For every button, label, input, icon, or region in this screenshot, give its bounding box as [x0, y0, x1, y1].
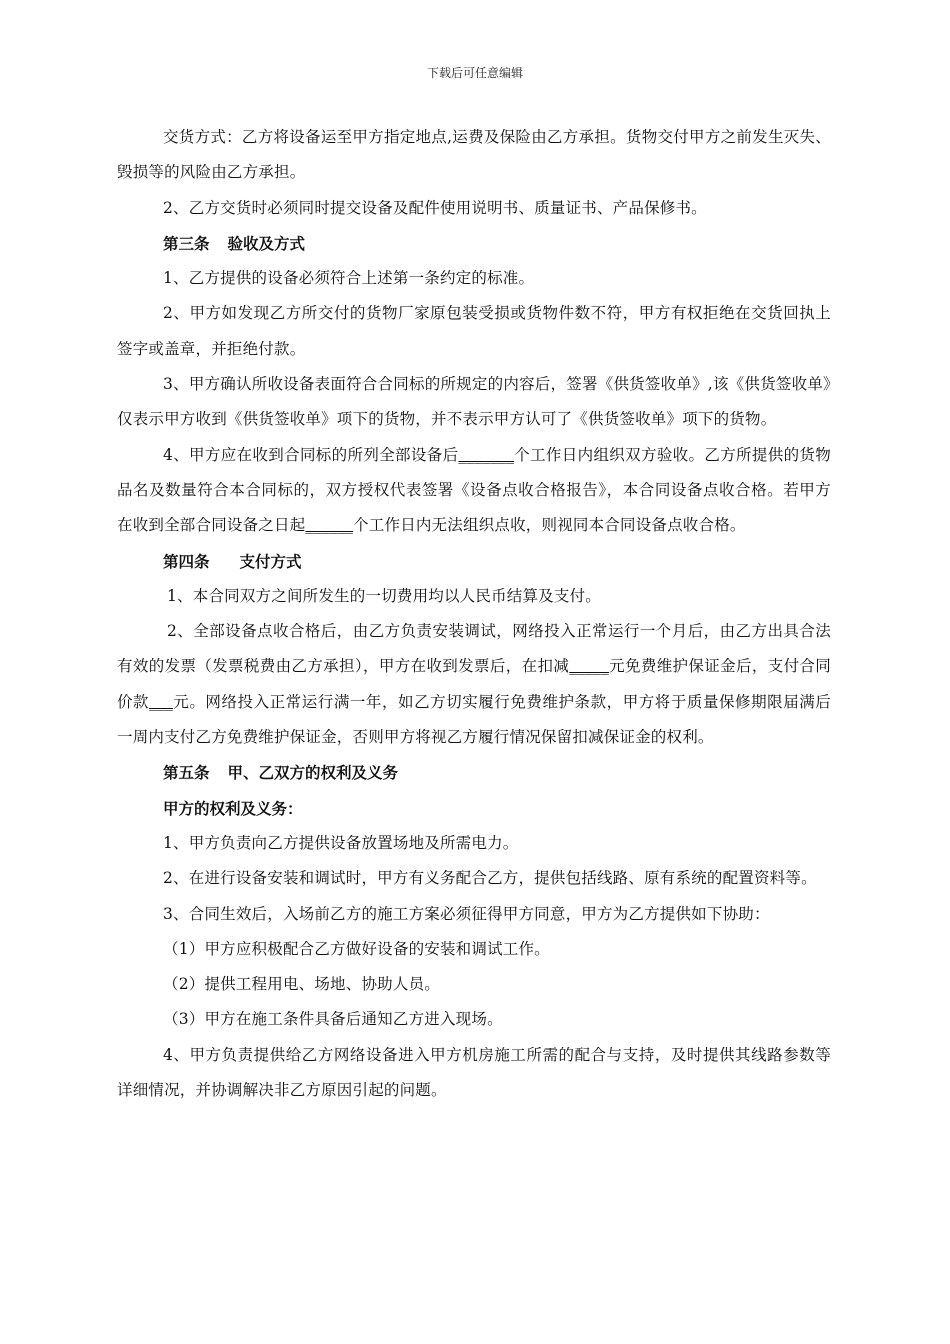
paragraph-party-a-4: 4、甲方负责提供给乙方网络设备进入甲方机房施工所需的配合与支持，及时提供其线路参数等详细情况，并协调解决非乙方原因引起的问题。	[117, 1045, 831, 1100]
paragraph-acceptance-2: 2、甲方如发现乙方所交付的货物厂家原包装受损或货物件数不符，甲方有权拒绝在交货回执上签字或盖章，并拒绝付款。	[117, 304, 831, 358]
acceptance-4-text-b: 个工作日内组织双方验收。乙方所提供的货物品名及数量符合本合同标的，双方授权代表签署《设备点收合格报告》，本合同设备点收合格。若甲方在收到全部合同设备之日起	[117, 445, 831, 535]
article-4-title: 支付方式	[239, 551, 302, 571]
article-5-number: 第五条	[163, 763, 210, 783]
blank-workdays-1: _______	[458, 445, 515, 464]
document-body	[117, 120, 831, 1108]
payment-2-text-c: 元。网络投入正常运行满一年，如乙方切实履行免费维护条款，甲方将于质量保修期限届满后一周内支付乙方免费维护保证金，否则甲方将视乙方履行情况保留扣减保证金的权利。	[117, 692, 832, 747]
paragraph-party-a-3: 3、合同生效后，入场前乙方的施工方案必须征得甲方同意，甲方为乙方提供如下协助：	[163, 904, 770, 923]
paragraph-payment-2	[117, 614, 831, 755]
article-5-title: 甲、乙双方的权利及义务	[227, 763, 399, 783]
paragraph-delivery-docs: 2、乙方交货时必须同时提交设备及配件使用说明书、质量证书、产品保修书。	[163, 198, 707, 217]
article-4-number: 第四条	[163, 551, 210, 571]
heading-party-a-rights: 甲方的权利及义务：	[163, 798, 303, 818]
paragraph-delivery-method: 交货方式：乙方将设备运至甲方指定地点,运费及保险由乙方承担。货物交付甲方之前发生灭失、毁损等的风险由乙方承担。	[117, 128, 831, 182]
paragraph-party-a-3-2: （2）提供工程用电、场地、协助人员。	[163, 975, 440, 994]
heading-article-3	[117, 226, 831, 261]
article-3-number: 第三条	[163, 233, 210, 253]
paragraph-payment-1: 1、本合同双方之间所发生的一切费用均以人民币结算及支付。	[167, 586, 601, 605]
blank-workdays-2: ______	[305, 516, 354, 535]
paragraph-party-a-3-3: （3）甲方在施工条件具备后通知乙方进入现场。	[163, 1010, 503, 1029]
heading-article-5	[117, 755, 831, 790]
page-header: 下载后可任意编辑	[426, 66, 523, 80]
paragraph-acceptance-3: 3、甲方确认所收设备表面符合合同标的所规定的内容后，签署《供货签收单》,该《供货签收单》仅表示甲方收到《供货签收单》项下的货物，并不表示甲方认可了《供货签收单》项下的货物。	[117, 375, 831, 429]
payment-2-text-a: 2、全部设备点收合格后，由乙方负责安装调试，网络投入正常运行一个月后，由乙方出具合法有效的发票（发票税费由乙方承担），甲方在收到发票后，在扣减	[117, 622, 831, 676]
heading-article-4	[117, 544, 831, 579]
blank-deposit-amount: _____	[569, 657, 609, 676]
paragraph-party-a-3-1: （1）甲方应积极配合乙方做好设备的安装和调试工作。	[163, 939, 550, 958]
paragraph-acceptance-4	[117, 438, 831, 544]
acceptance-4-text-a: 4、甲方应在收到合同标的所列全部设备后	[163, 445, 459, 464]
blank-contract-price: ___	[149, 692, 173, 711]
acceptance-4-text-c: 个工作日内无法组织点收，则视同本合同设备点收合格。	[353, 516, 746, 535]
paragraph-party-a-2: 2、在进行设备安装和调试时，甲方有义务配合乙方，提供包括线路、原有系统的配置资料等。	[163, 869, 817, 888]
paragraph-party-a-1: 1、甲方负责向乙方提供设备放置场地及所需电力。	[163, 833, 519, 852]
paragraph-acceptance-1: 1、乙方提供的设备必须符合上述第一条约定的标准。	[163, 269, 535, 288]
payment-2-text-b: 元免费维护保证金后，支付合同价款	[117, 657, 831, 711]
article-3-title: 验收及方式	[227, 233, 306, 253]
